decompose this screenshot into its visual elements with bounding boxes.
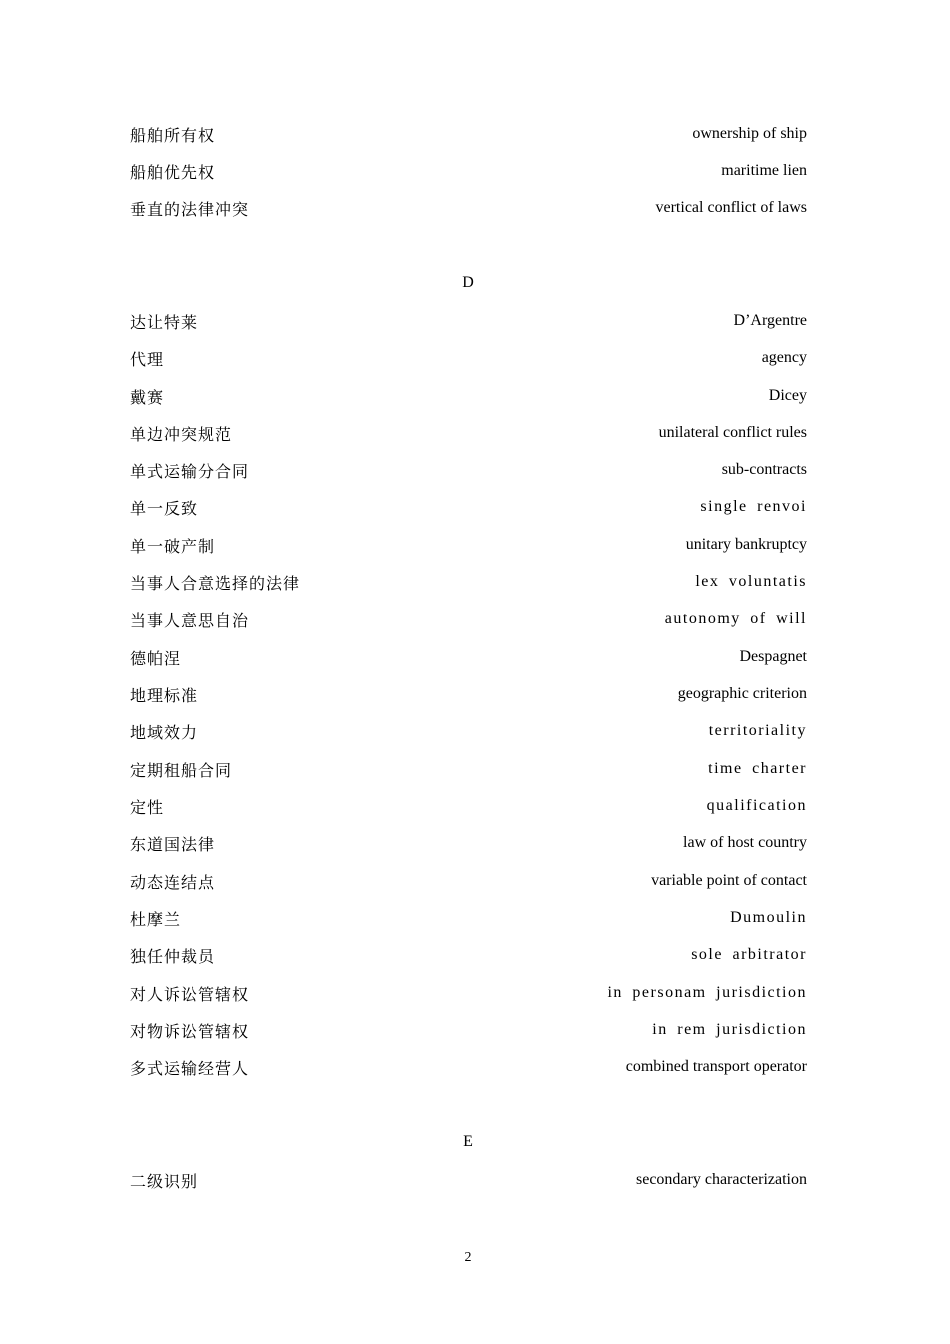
term-chinese: 对人诉讼管辖权 bbox=[130, 984, 250, 1004]
term-chinese: 动态连结点 bbox=[130, 872, 216, 892]
term-english: vertical conflict of laws bbox=[655, 199, 807, 216]
term-chinese: 杜摩兰 bbox=[130, 909, 182, 929]
term-english: qualification bbox=[706, 797, 807, 814]
page-number: 2 bbox=[464, 1250, 472, 1265]
term-english: secondary characterization bbox=[635, 1171, 807, 1188]
term-english: single renvoi bbox=[700, 498, 807, 515]
glossary-row bbox=[130, 346, 807, 370]
glossary-row bbox=[130, 607, 807, 631]
term-english: autonomy of will bbox=[664, 610, 807, 627]
term-english: lex voluntatis bbox=[695, 573, 807, 590]
glossary-row bbox=[130, 122, 807, 146]
glossary-row bbox=[130, 533, 807, 557]
term-english: Dicey bbox=[768, 387, 807, 404]
term-chinese: 单一反致 bbox=[130, 498, 199, 518]
term-english: ownership of ship bbox=[692, 125, 807, 142]
term-english: time charter bbox=[708, 760, 807, 777]
glossary-row bbox=[130, 384, 807, 408]
term-chinese: 船舶所有权 bbox=[130, 125, 216, 145]
glossary-row bbox=[130, 309, 807, 333]
glossary-row bbox=[130, 831, 807, 855]
glossary-row bbox=[130, 1168, 807, 1192]
glossary-row bbox=[130, 196, 807, 220]
term-chinese: 定期租船合同 bbox=[130, 760, 233, 780]
term-english: combined transport operator bbox=[625, 1058, 807, 1075]
term-chinese: 当事人意思自治 bbox=[130, 610, 250, 630]
term-chinese: 当事人合意选择的法律 bbox=[130, 573, 301, 593]
term-english: geographic criterion bbox=[677, 685, 807, 702]
glossary-row bbox=[130, 495, 807, 519]
term-english: agency bbox=[761, 349, 807, 366]
term-chinese: 达让特莱 bbox=[130, 312, 199, 332]
term-chinese: 地域效力 bbox=[130, 722, 199, 742]
glossary-row bbox=[130, 682, 807, 706]
term-chinese: 单一破产制 bbox=[130, 536, 216, 556]
term-english: maritime lien bbox=[721, 162, 807, 179]
term-chinese: 单式运输分合同 bbox=[130, 461, 250, 481]
glossary-row bbox=[130, 719, 807, 743]
term-chinese: 独任仲裁员 bbox=[130, 946, 216, 966]
term-chinese: 代理 bbox=[130, 349, 165, 369]
glossary-row bbox=[130, 458, 807, 482]
term-chinese: 单边冲突规范 bbox=[130, 424, 233, 444]
term-english: territoriality bbox=[708, 722, 807, 739]
glossary-row bbox=[130, 981, 807, 1005]
glossary-row bbox=[130, 906, 807, 930]
term-chinese: 德帕涅 bbox=[130, 648, 182, 668]
term-chinese: 二级识别 bbox=[130, 1171, 199, 1191]
term-english: law of host country bbox=[683, 834, 807, 851]
glossary-row bbox=[130, 1018, 807, 1042]
glossary-row bbox=[130, 421, 807, 445]
glossary-row bbox=[130, 869, 807, 893]
term-english: D’Argentre bbox=[733, 312, 807, 329]
term-english: variable point of contact bbox=[651, 872, 807, 889]
term-english: unitary bankruptcy bbox=[685, 536, 807, 553]
glossary-row bbox=[130, 1055, 807, 1079]
section-letter-e: E bbox=[463, 1133, 473, 1150]
glossary-row bbox=[130, 794, 807, 818]
term-chinese: 戴赛 bbox=[130, 387, 165, 407]
term-english: unilateral conflict rules bbox=[658, 424, 807, 441]
glossary-row bbox=[130, 645, 807, 669]
term-chinese: 东道国法律 bbox=[130, 834, 216, 854]
term-chinese: 船舶优先权 bbox=[130, 162, 216, 182]
term-chinese: 垂直的法律冲突 bbox=[130, 199, 250, 219]
term-chinese: 地理标准 bbox=[130, 685, 199, 705]
term-english: in personam jurisdiction bbox=[607, 984, 807, 1001]
glossary-row bbox=[130, 943, 807, 967]
term-chinese: 多式运输经营人 bbox=[130, 1058, 250, 1078]
glossary-row bbox=[130, 159, 807, 183]
term-chinese: 定性 bbox=[130, 797, 165, 817]
term-english: Despagnet bbox=[739, 648, 807, 665]
term-english: in rem jurisdiction bbox=[652, 1021, 807, 1038]
term-english: Dumoulin bbox=[730, 909, 807, 926]
glossary-row bbox=[130, 757, 807, 781]
term-english: sole arbitrator bbox=[691, 946, 807, 963]
term-chinese: 对物诉讼管辖权 bbox=[130, 1021, 250, 1041]
section-letter-d: D bbox=[462, 274, 474, 291]
glossary-row bbox=[130, 570, 807, 594]
term-english: sub-contracts bbox=[721, 461, 807, 478]
